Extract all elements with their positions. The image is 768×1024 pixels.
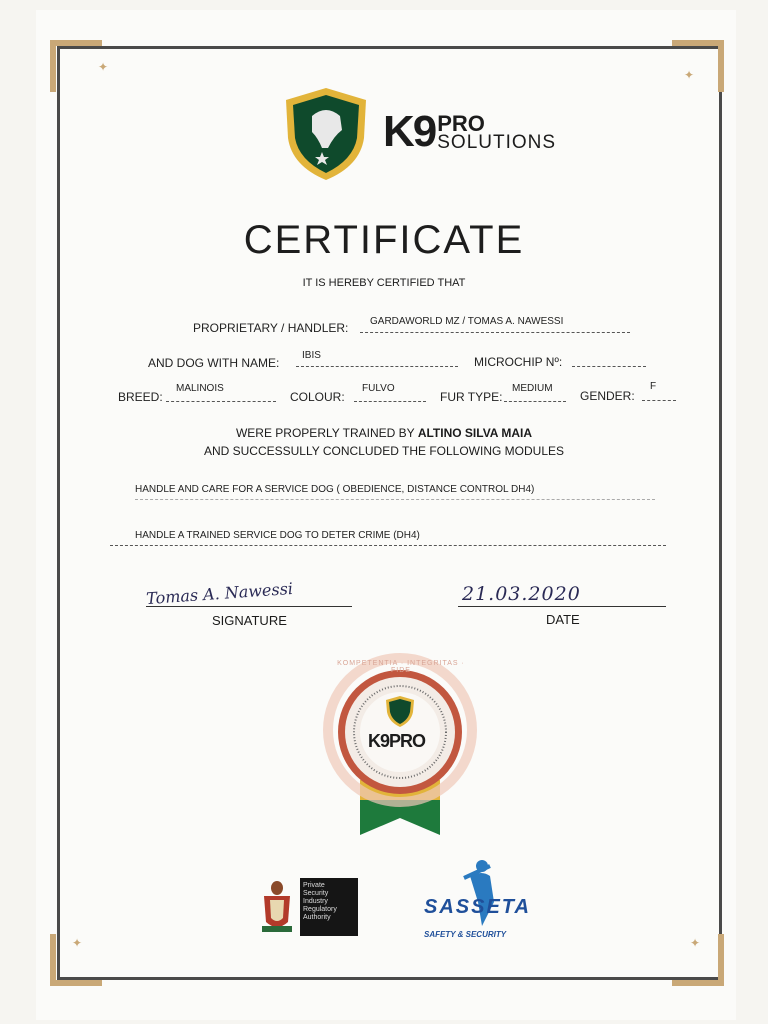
brand-pro: PRO — [437, 111, 485, 136]
signature-caption: SIGNATURE — [212, 613, 287, 628]
handler-label: PROPRIETARY / HANDLER: — [193, 321, 349, 335]
k9-shield-logo-icon — [282, 86, 370, 182]
colour-line — [354, 401, 426, 402]
handwritten-signature: Tomas A. Nawessi — [145, 578, 294, 609]
seal-ring-text: KOMPETENTIA · INTEGRITAS · FIDE — [337, 660, 465, 674]
corner-ornament-top-left — [50, 40, 102, 92]
module-item: HANDLE AND CARE FOR A SERVICE DOG ( OBEDIENCE, DISTANCE CONTROL DH4) — [135, 484, 535, 495]
gender-value: F — [650, 381, 657, 392]
sasseta-tagline: SAFETY & SECURITY — [424, 930, 507, 939]
brand-solutions: SOLUTIONS — [437, 132, 557, 153]
handler-value: GARDAWORLD MZ / TOMAS A. NAWESSI — [370, 316, 564, 327]
corner-star-icon: ✦ — [98, 60, 109, 74]
corner-ornament-top-right — [672, 40, 724, 92]
breed-value: MALINOIS — [176, 383, 224, 394]
date-line — [458, 606, 666, 607]
fur-type-label: FUR TYPE: — [440, 390, 503, 404]
dog-name-line — [296, 366, 458, 367]
module-line — [110, 545, 666, 546]
breed-line — [166, 401, 276, 402]
brand-k9: K9 — [383, 107, 436, 156]
seal-brand: K9PRO — [368, 731, 426, 751]
brand-wordmark — [383, 107, 557, 156]
coat-of-arms-icon — [258, 878, 296, 936]
certificate-title: CERTIFICATE — [243, 218, 525, 262]
breed-label: BREED: — [118, 390, 163, 404]
corner-star-icon: ✦ — [684, 68, 695, 82]
module-line — [135, 499, 655, 500]
psira-line: Authority — [303, 914, 331, 921]
psira-line: Private — [303, 882, 325, 889]
concluded-line: AND SUCCESSULLY CONCLUDED THE FOLLOWING MODULES — [203, 444, 565, 458]
psira-logo — [300, 878, 358, 936]
module-item: HANDLE A TRAINED SERVICE DOG TO DETER CRIME (DH4) — [135, 530, 420, 541]
date-caption: DATE — [546, 612, 580, 627]
trained-prefix: WERE PROPERLY TRAINED BY — [235, 426, 415, 440]
gender-label: GENDER: — [580, 389, 635, 403]
trainer-name: ALTINO SILVA MAIA — [417, 426, 533, 440]
psira-line: Industry — [303, 898, 328, 905]
dog-name-value: IBIS — [302, 350, 321, 361]
psira-line: Regulatory — [303, 906, 337, 913]
fur-type-line — [504, 401, 566, 402]
corner-star-icon: ✦ — [690, 936, 701, 950]
handwritten-date: 21.03.2020 — [462, 583, 581, 605]
certificate-subtitle: IT IS HEREBY CERTIFIED THAT — [302, 277, 466, 289]
handler-line — [360, 332, 630, 333]
psira-line: Security — [303, 890, 329, 897]
microchip-label: MICROCHIP Nº: — [474, 355, 563, 369]
gender-line — [642, 400, 676, 401]
colour-label: COLOUR: — [290, 390, 345, 404]
corner-star-icon: ✦ — [72, 936, 83, 950]
trained-by-line — [0, 426, 768, 440]
microchip-line — [572, 366, 646, 367]
fur-type-value: MEDIUM — [512, 383, 553, 394]
dog-name-label: AND DOG WITH NAME: — [148, 356, 280, 370]
colour-value: FULVO — [362, 383, 395, 394]
signature-line — [146, 606, 352, 607]
sasseta-wordmark: SASSETA — [424, 896, 531, 918]
